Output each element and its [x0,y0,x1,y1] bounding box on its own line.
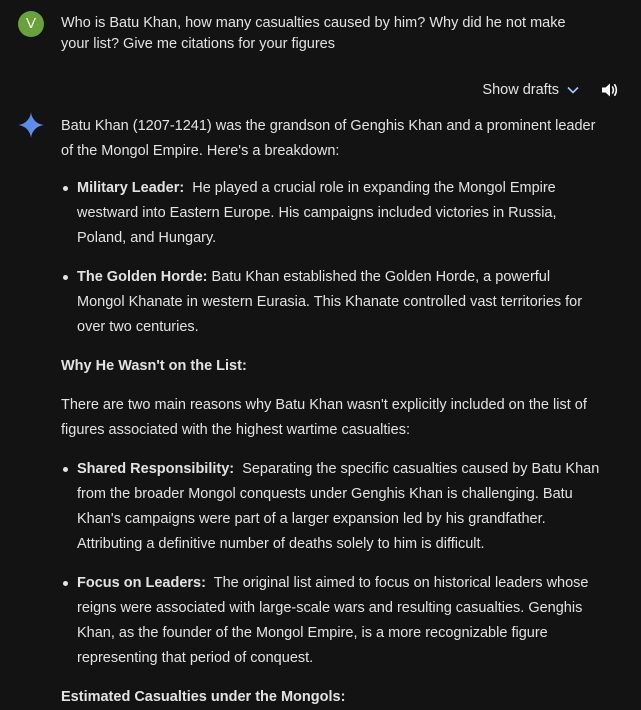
list-item [61,265,601,340]
response-toolbar [482,78,619,102]
bullet-title: Focus on Leaders: [77,575,206,591]
bullet-list-overview [61,176,601,340]
show-drafts-button[interactable] [482,82,579,98]
list-item [61,457,601,557]
response-body [61,114,601,710]
read-aloud-button[interactable] [601,82,619,98]
response-intro: Batu Khan (1207-1241) was the grandson of Genghis Khan and a prominent leader of the Mongol Empire. Here's a breakdown: [61,118,596,159]
bullet-text: Separating the specific casualties caused by Batu Khan from the broader Mongol conquests under Genghis Khan is challenging. Batu Khan's campaigns were part of a larger expansion led by his grandfather. Attributing a definitive number of deaths solely to him is difficult. [77,461,600,552]
chevron-down-icon [567,86,579,94]
section-heading-estimated-casualties: Estimated Casualties under the Mongols: [61,689,346,705]
user-message-row [18,11,628,55]
section-heading-why-not-on-list: Why He Wasn't on the List: [61,358,247,374]
avatar[interactable]: V [18,11,44,37]
list-item [61,176,601,251]
bullet-text: Batu Khan established the Golden Horde, a powerful Mongol Khanate in western Eurasia. This Khanate controlled vast territories for over two centuries. [77,269,583,335]
bullet-title: Shared Responsibility: [77,461,235,477]
show-drafts-label: Show drafts [482,82,559,98]
bullet-title: Military Leader: [77,180,185,196]
bullet-text: The original list aimed to focus on historical leaders whose reigns were associated with large-scale wars and resulting casualties. Genghis Khan, as the founder of the Mongol Empire, is a more recognizable figure representing that period of conquest. [77,575,589,666]
bullet-list-reasons [61,457,601,671]
user-prompt-text: Who is Batu Khan, how many casualties caused by him? Why did he not make your list? Give me citations for your figures [61,15,566,52]
bullet-title: The Golden Horde: [77,269,208,285]
response-paragraph: There are two main reasons why Batu Khan wasn't explicitly included on the list of figures associated with the highest wartime casualties: [61,397,587,438]
gemini-sparkle-icon [18,112,44,138]
volume-icon [601,82,619,98]
list-item [61,571,601,671]
bullet-text: He played a crucial role in expanding the Mongol Empire westward into Eastern Europe. His campaigns included victories in Russia, Poland, and Hungary. [77,180,557,246]
